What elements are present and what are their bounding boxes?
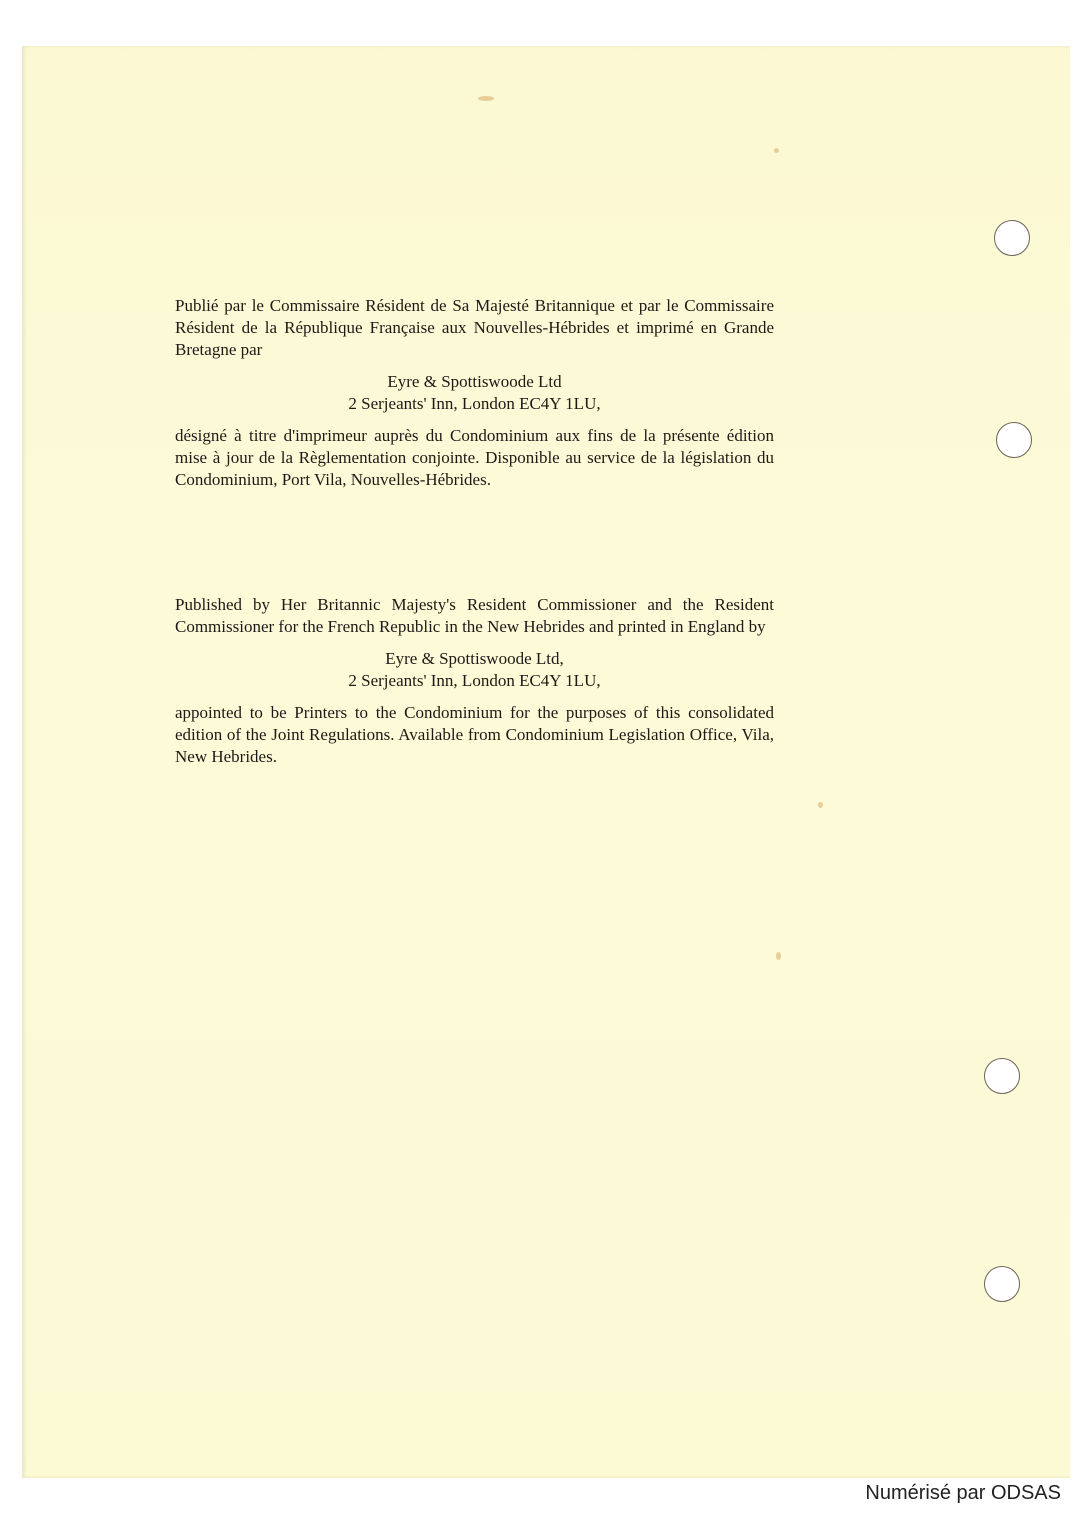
french-intro: Publié par le Commissaire Résident de Sa Majesté Britannique et par le Commissaire Résident de la République Française aux Nouvelles-Hébrides et imprimé en Grande Bretagne par — [175, 296, 774, 359]
english-outro: appointed to be Printers to the Condominium for the purposes of this consolidated edition of the Joint Regulations. Available from Condominium Legislation Office, Vila, New Hebrides. — [175, 703, 774, 766]
paper-stain — [818, 802, 823, 808]
punch-hole-3 — [984, 1058, 1020, 1094]
english-address-line2: 2 Serjeants' Inn, London EC4Y 1LU, — [348, 671, 601, 690]
french-printer-address — [175, 371, 774, 415]
digitization-credit: Numérisé par ODSAS — [865, 1482, 1061, 1504]
punch-hole-2 — [996, 422, 1032, 458]
paper-stain — [478, 96, 494, 101]
french-outro: désigné à titre d'imprimeur auprès du Condominium aux fins de la présente édition mise à jour de la Règlementation conjointe. Disponible au service de la législation du Condominium, Port Vila, Nouvelles-Hébrides. — [175, 426, 774, 489]
paper-stain — [776, 952, 781, 960]
french-address-line2: 2 Serjeants' Inn, London EC4Y 1LU, — [348, 394, 601, 413]
punch-hole-1 — [994, 220, 1030, 256]
english-intro: Published by Her Britannic Majesty's Resident Commissioner and the Resident Commissioner for the French Republic in the New Hebrides and printed in England by — [175, 595, 774, 636]
english-notice — [175, 594, 774, 768]
french-address-line1: Eyre & Spottiswoode Ltd — [387, 372, 562, 391]
english-address-line1: Eyre & Spottiswoode Ltd, — [385, 649, 564, 668]
french-notice — [175, 295, 774, 491]
punch-hole-4 — [984, 1266, 1020, 1302]
english-printer-address — [175, 648, 774, 692]
paper-stain — [774, 148, 779, 153]
